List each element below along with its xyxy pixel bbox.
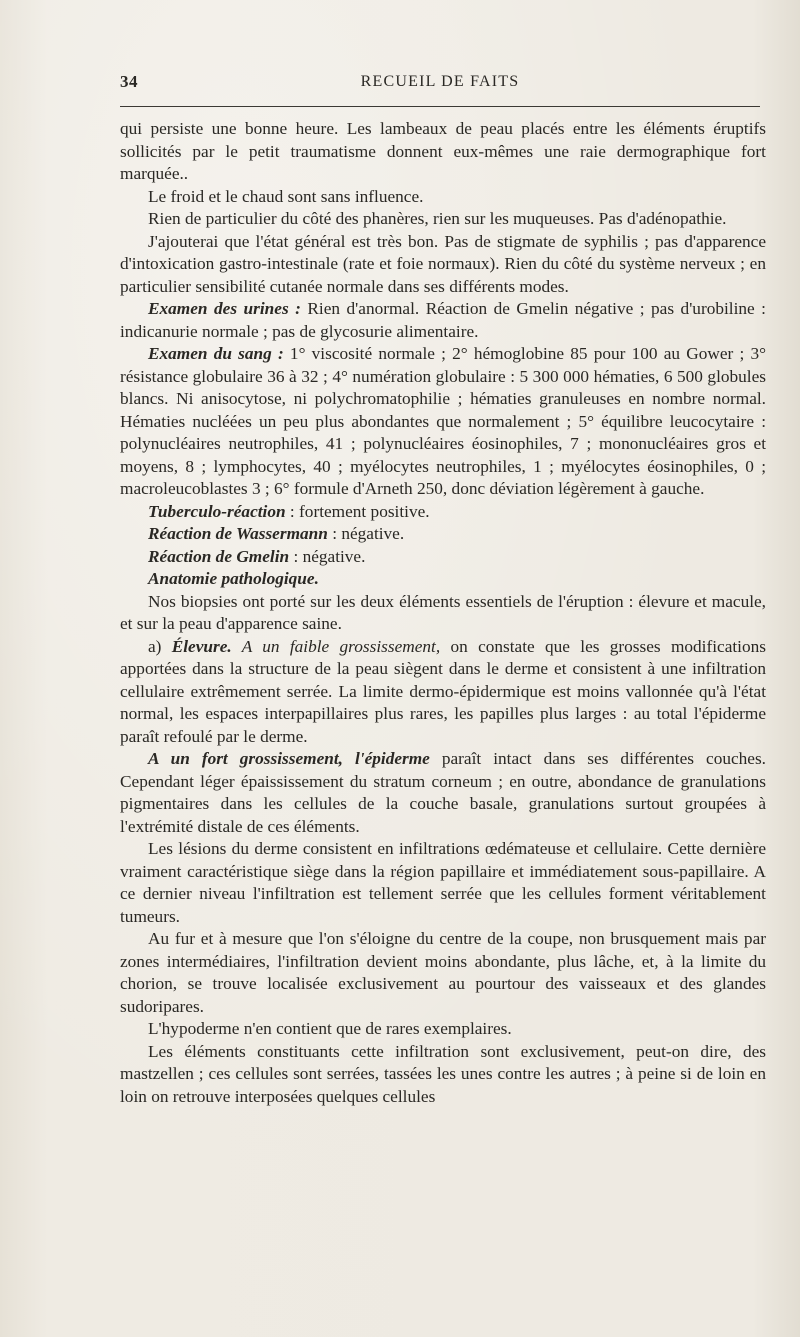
- paragraph: Examen des urines : Rien d'anormal. Réaction de Gmelin négative ; pas d'urobiline : indicanurie normale ; pas de glycosurie alimentaire.: [120, 299, 766, 341]
- paragraph: qui persiste une bonne heure. Les lambeaux de peau placés entre les éléments éruptifs sollicités par le petit traumatisme donnent eux-mêmes une raie dermographique fort marquée..: [120, 119, 766, 183]
- section-label: Examen du sang :: [148, 344, 284, 363]
- section-label: Réaction de Gmelin: [148, 546, 290, 566]
- paragraph: Au fur et à mesure que l'on s'éloigne du centre de la coupe, non brusquement mais par zones intermédiaires, l'infiltration devient moins abondante, plus lâche, et, à la limite du chorion, se trouve localisée exclusivement au pourtour des vaisseaux et des glandes sudoripares.: [120, 929, 766, 1016]
- section-sublabel: A un faible grossissement,: [231, 636, 441, 656]
- section-label: Réaction de Wassermann: [148, 524, 328, 543]
- paragraph: J'ajouterai que l'état général est très bon. Pas de stigmate de syphilis ; pas d'apparence d'intoxication gastro-intestinale (rate et foie normaux). Rien du côté du système nerveux ; en particulier sensibilité cutanée normale dans ses différents modes.: [120, 231, 766, 296]
- page-header: [120, 72, 760, 98]
- paragraph: Examen du sang : 1° viscosité normale ; 2° hémoglobine 85 pour 100 au Gower ; 3° résistance globulaire 36 à 32 ; 4° numération globulaire : 5 300 000 hématies, 6 500 globules blancs. Ni anisocytose, ni polychromatophilie ; hématies granuleuses en nombre normal. Hématies nucléées un peu plus abondantes que normalement ; 5° équilibre leucocytaire : polynucléaires neutrophiles, 41 ; polynucléaires éosinophiles, 7 ; mononucléaires gros et moyens, 8 ; lymphocytes, 40 ; myélocytes neutrophiles, 1 ; myélocytes éosinophiles, 0 ; macroleucoblastes 3 ; 6° formule d'Arneth 250, donc déviation légèrement à gauche.: [120, 344, 766, 498]
- paragraph: Les éléments constituants cette infiltration sont exclusivement, peut-on dire, des mastzellen ; ces cellules sont serrées, tassées les unes contre les autres ; à peine si de loin en loin on retrouve interposées quelques cellules: [120, 1041, 766, 1106]
- section-label: A un fort grossissement, l'épiderme: [148, 749, 430, 768]
- section-label: Élevure.: [171, 636, 232, 656]
- paragraph: Rien de particulier du côté des phanères, rien sur les muqueuses. Pas d'adénopathie.: [148, 209, 727, 228]
- section-label: Examen des urines :: [148, 299, 301, 318]
- paragraph: Le froid et le chaud sont sans influence.: [148, 186, 424, 206]
- section-label: Tuberculo-réaction: [148, 501, 286, 521]
- page-number: 34: [120, 72, 138, 91]
- section-label: Anatomie pathologique.: [148, 569, 319, 588]
- paragraph: Nos biopsies ont porté sur les deux éléments essentiels de l'éruption : élevure et macule, et sur la peau d'apparence saine.: [120, 591, 766, 633]
- running-title: RECUEIL DE FAITS: [360, 73, 520, 90]
- section-heading: [120, 568, 766, 591]
- paragraph: Réaction de Wassermann : négative.: [148, 524, 405, 543]
- body-text: [120, 118, 766, 1108]
- paragraph: Les lésions du derme consistent en infiltrations œdémateuse et cellulaire. Cette dernière vraiment caractéristique siège dans la région papillaire et immédiatement sous-papillaire. A ce dernier niveau l'infiltration est tellement serrée que les cellules forment véritablement tumeurs.: [120, 839, 766, 926]
- paragraph: L'hypoderme n'en contient que de rares exemplaires.: [148, 1019, 512, 1038]
- paragraph: Réaction de Gmelin : négative.: [148, 546, 366, 566]
- paragraph: A un fort grossissement, l'épiderme paraît intact dans ses différentes couches. Cependant léger épaississement du stratum corneum ; en outre, abondance de granulations pigmentaires dans les cellules de la couche basale, granulations surtout groupées à l'extrémité distale de ces éléments.: [120, 749, 766, 836]
- header-rule: [120, 106, 760, 107]
- paragraph: a) Élevure. A un faible grossissement, on constate que les grosses modifications apportées dans la structure de la peau siègent dans le derme et consistent à une infiltration cellulaire extrêmement serrée. La limite dermo-épidermique est moins vallonnée qu'à l'état normal, les espaces interpapillaires plus rares, les papilles plus larges : au total l'épiderme paraît refoulé par le derme.: [120, 636, 766, 746]
- paragraph: Tuberculo-réaction : fortement positive.: [148, 501, 430, 521]
